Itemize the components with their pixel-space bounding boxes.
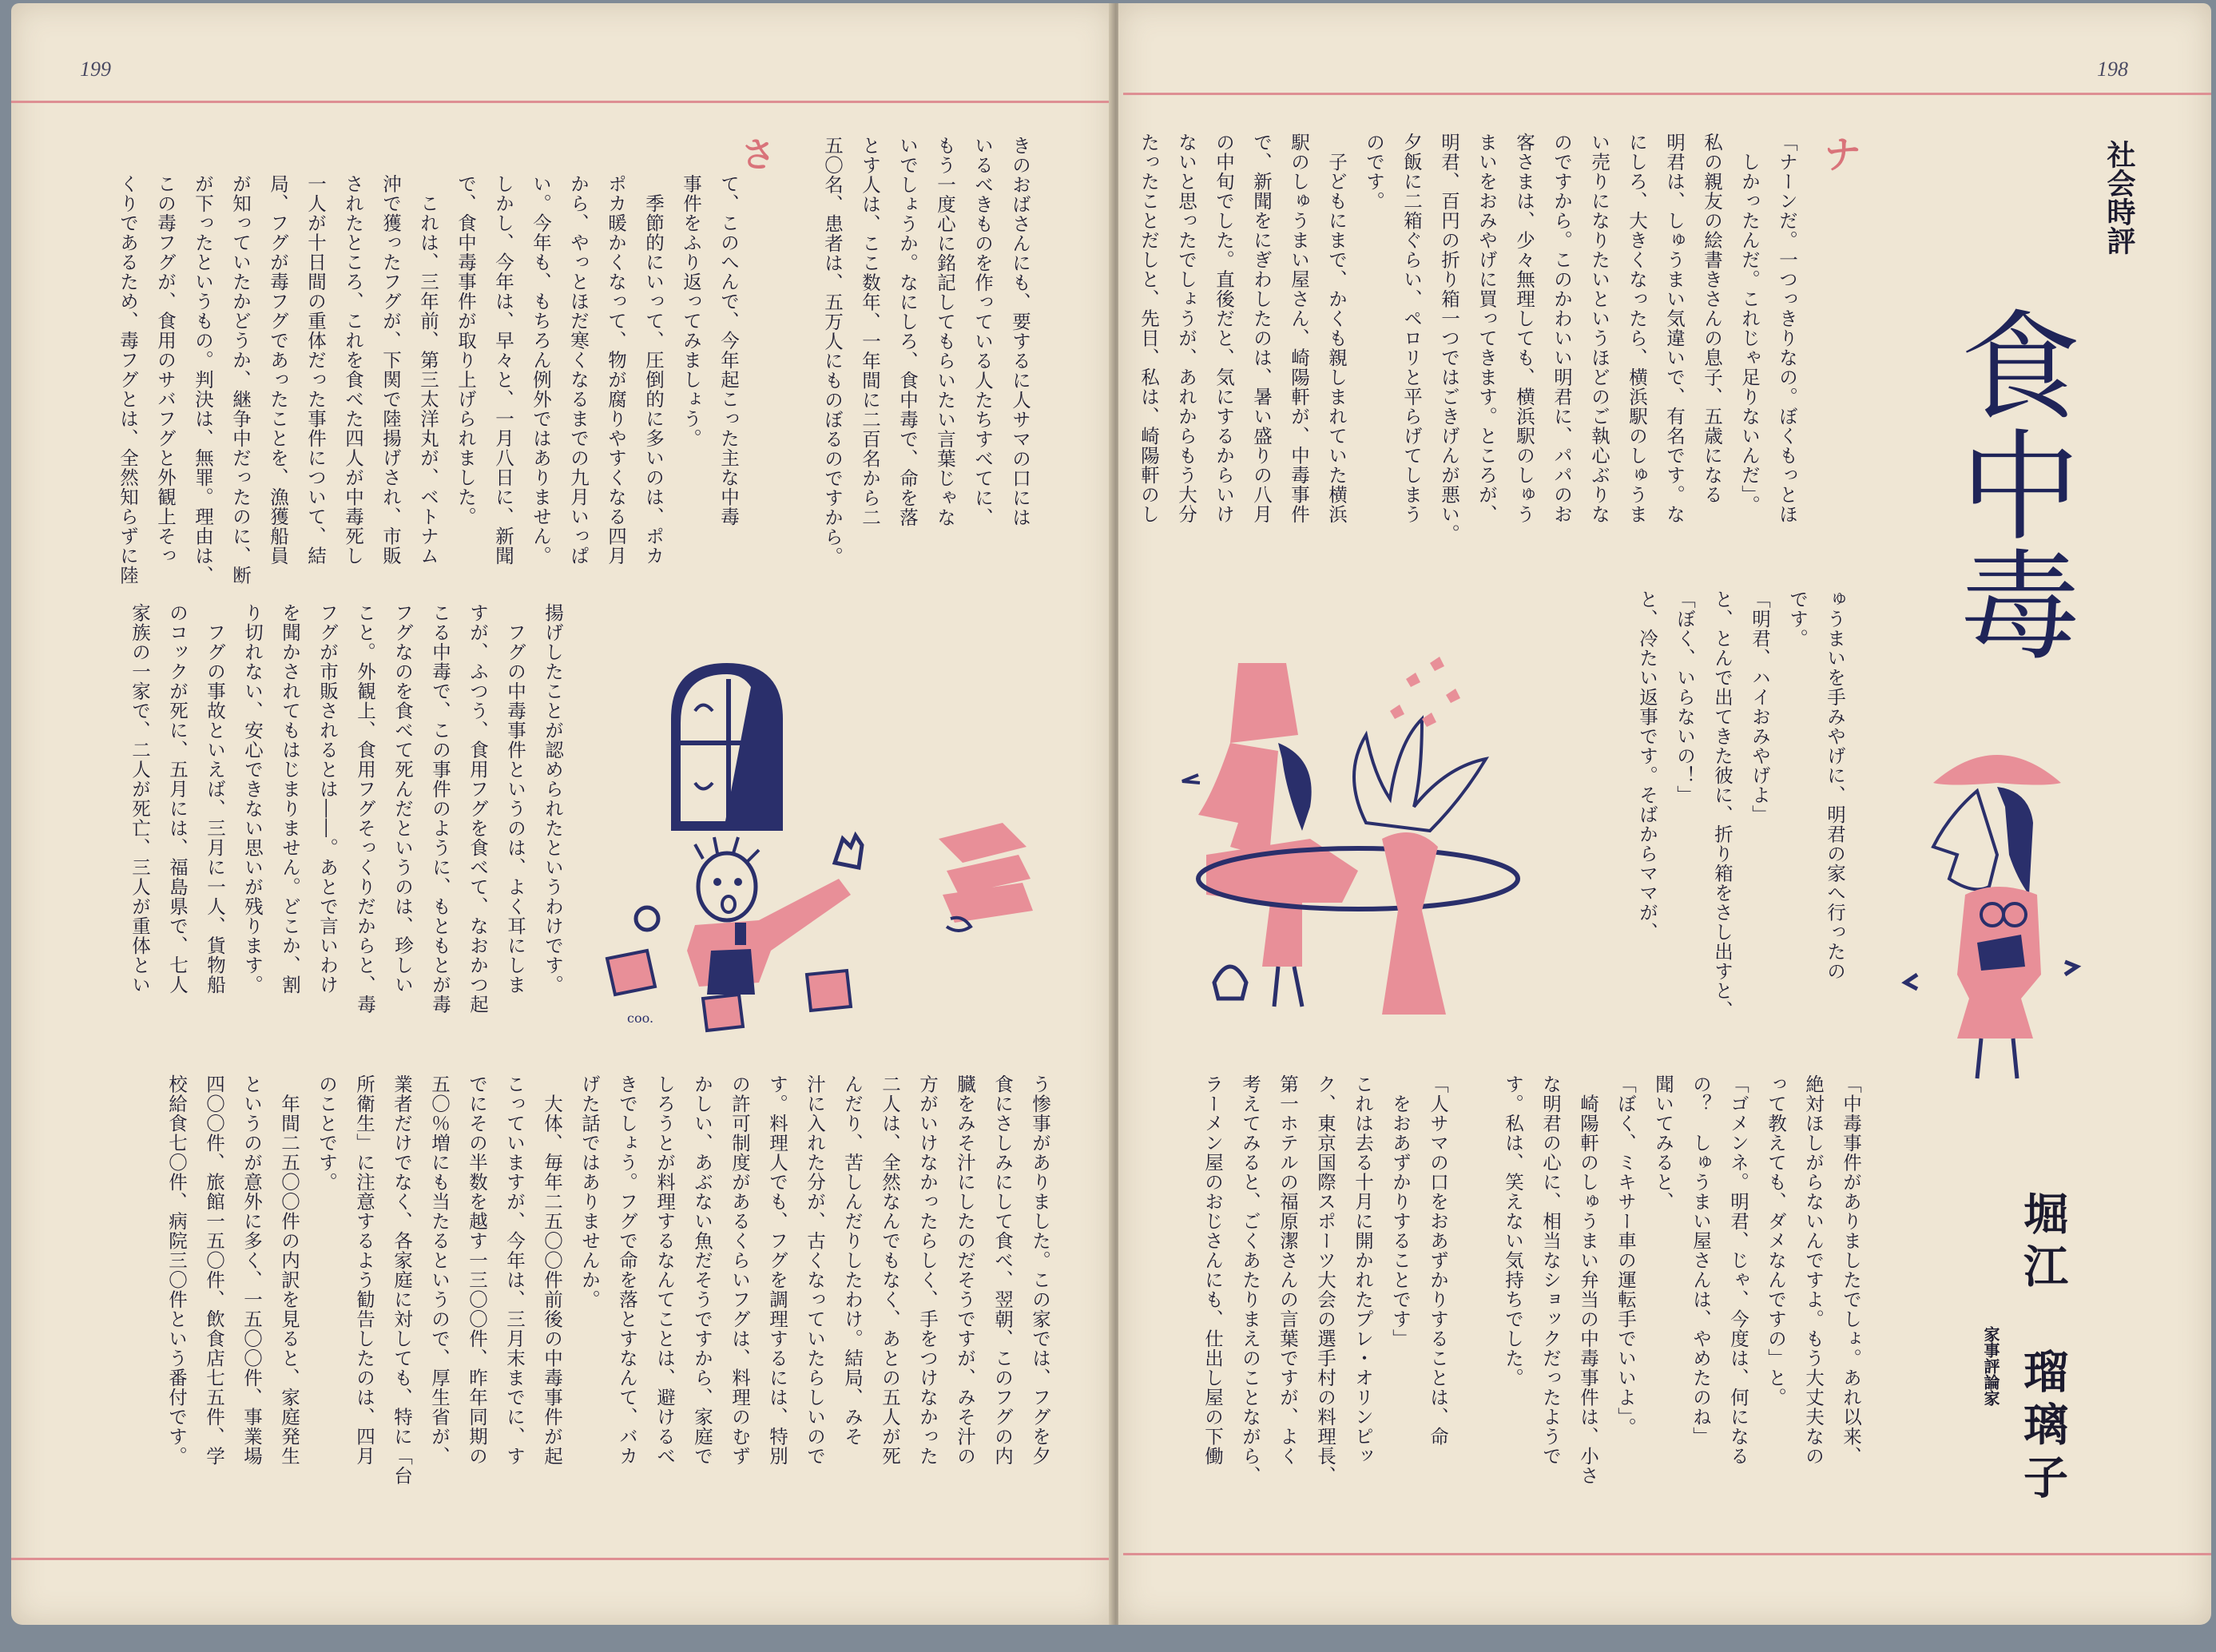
- page-number-right: 198: [2097, 58, 2128, 81]
- article-title: 食中毒: [1940, 304, 2079, 663]
- article-text-block: 揚げしたことが認められたというわけです。 フグの中毒事件というのは、よく耳にしま すが、ふつう、食用フグを食べて、なおかつ起 こる中毒で、この事件のように、もともとが毒 フグなのを食べて死んだというのは、珍しい こと。外観上、食用フグそっくりだからと、毒 フグが市販されるとは――。あとで言いわけ を聞かされてもはじまりません。どこか、割 り切れない、安心できない思いが残ります。 フグの事故といえば、三月に一人、貨物船 のコックが死に、五月には、福島県で、七人 家族の一家で、二人が死亡、三人が重体とい: [129, 603, 564, 1015]
- top-rule-left: [11, 101, 1109, 103]
- chef-serving-tray-icon: [1182, 631, 1550, 1023]
- section-initial: さ: [734, 136, 775, 171]
- page-number-left: 199: [80, 58, 111, 81]
- svg-text:coo.: coo.: [627, 1011, 654, 1026]
- author-role: 家事評論家: [1981, 1326, 2000, 1406]
- article-text-block: きのおばさんにも、要するに人サマの口には いるべきものを作っている人たちすべてに、 もう一度心に銘記してもらいたい言葉じゃな いでしょうか。なにしろ、食中毒で、命を落 とす人は、ここ数年、一年間に二百名から二 五〇名、患者は、五万人にものぼるのですから。: [821, 136, 1031, 566]
- author-name: 堀江 瑠璃子: [2016, 1190, 2068, 1507]
- bottom-rule-right: [1123, 1553, 2211, 1555]
- article-text-block: 「中毒事件がありましたでしょ。あれ以来、 絶対ほしがらないんですよ。もう大丈夫なの って教えても、ダメなんですの」と。 「ゴメンネ。明君、じゃ、今度は、何になる の？ しゅうまい屋さんは、やめたのね」 聞いてみると、 「ぼく、ミキサー車の運転手でいいよ」。 崎陽軒のしゅうまい弁当の中毒事件は、小さ な明君の心に、相当なショックだったようで す。私は、笑えない気持ちでした。 「人サマの口をおあずかりすることは、命 をおあずかりすることです」 これは去る十月に開かれたプレ・オリンピッ ク、東京国際スポーツ大会の選手村の料理長、 第一ホテルの福原潔さんの言葉ですが、よく 考えてみると、ごくあたりまえのことながら、 ラーメン屋のおじさんにも、仕出し屋の下働: [1201, 1074, 1862, 1486]
- article-text-block: 「ナーンだ。一つっきりなの。ぼくもっとほ しかったんだ。これじゃ足りないんだ」。 私の親友の絵書きさんの息子、五歳になる 明君は、しゅうまい気違いで、有名です。な にしろ、大きくなったら、横浜駅のしゅうま い売りになりたいというほどのご執心ぶりな のですから。このかわいい明君に、パパのお 客さまは、少々無理しても、横浜駅のしゅう まいをおみやげに買ってきます。ところが、 明君、百円の折り箱一つではごきげんが悪い。 夕飯に二箱ぐらい、ペロリと平らげてしまう のです。 子どもにまで、かくも親しまれていた横浜 駅のしゅうまい屋さん、崎陽軒が、中毒事件 で、新聞をにぎわしたのは、暑い盛りの八月 の中旬でした。直後だと、気にするからいけ ないと思ったでしょうが、あれからもう大分 たったことだしと、先日、私は、崎陽軒のし: [1138, 133, 1798, 544]
- stacked-boxes-icon: [931, 815, 1042, 943]
- child-with-blocks-icon: [591, 831, 879, 1038]
- top-rule-right: [1123, 93, 2211, 95]
- article-text-block: う惨事がありました。この家では、フグを夕 食にさしみにして食べ、翌朝、このフグの内 臓をみそ汁にしたのだそうですが、みそ汁の 方がいけなかったらしく、手をつけなかった 二人は、全然なんでもなく、あとの五人が死 んだり、苦しんだりしたわけ。結局、みそ 汁に入れた分が、古くなっていたらしいので す。料理人でも、フグを調理するには、特別 の許可制度があるくらいフグは、料理のむず かしい、あぶない魚だそうですから、家庭で しろうとが料理するなんてことは、避けるべ きでしょう。フグで命を落とすなんて、バカ げた話ではありませんか。 大体、毎年二五〇〇件前後の中毒事件が起 こっていますが、今年は、三月末までに、す でにその半数を越す一三〇〇件、昨年同期の 五〇％増にも当たるというので、厚生省が、 業者だけでなく、各家庭に対しても、特に「台 所衛生」に注意するよう勧告したのは、四月 のことです。 年間二五〇〇件の内訳を見ると、家庭発生 というのが意外に多く、一五〇〇件、事業場 四〇〇件、旅館一五〇件、飲食店七五件、学 校給食七〇件、病院三〇件という番付です。: [165, 1074, 1051, 1486]
- window-icon: [655, 655, 799, 839]
- section-initial: ナ: [1817, 134, 1861, 173]
- column-label: 社会時評: [2103, 140, 2135, 255]
- article-text-block: ゅうまいを手みやげに、明君の家へ行ったの です。 「明君、ハイおみやげよ」 と、とんで出てきた彼に、折り箱をさし出すと、 「ぼく、いらないの！」 と、冷たい返事です。そばからママが、: [1636, 590, 1846, 1020]
- woman-in-hat-icon: [1901, 735, 2093, 1094]
- bottom-rule-left: [11, 1558, 1109, 1560]
- article-text-block: て、このへんで、今年起こった主な中毒 事件をふり返ってみましょう。 季節的にいって、圧倒的に多いのは、ポカ ポカ暖かくなって、物が腐りやすくなる四月 から、やっとほだ寒くなるまでの九月いっぱ い。今年も、もちろん例外ではありません。 しかし、今年は、早々と、一月八日に、新聞 で、食中毒事件が取り上げられました。 これは、三年前、第三太洋丸が、ベトナム 沖で獲ったフグが、下関で陸揚げされ、市販 されたところ、これを食べた四人が中毒死し 一人が十日間の重体だった事件について、結 局、フグが毒フグであったことを、漁獲船員 が知っていたかどうか、継争中だったのに、断 が下ったというもの。判決は、無罪。理由は、 この毒フグが、食用のサバフグと外観上そっ くりであるため、毒フグとは、全然知らずに陸: [117, 174, 740, 586]
